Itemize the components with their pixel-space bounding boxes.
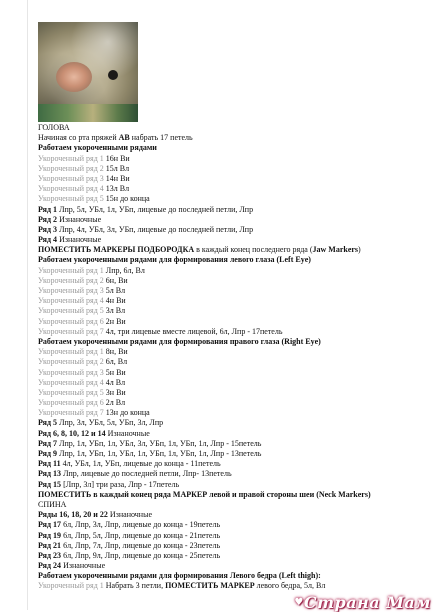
pattern-line (38, 459, 430, 469)
bold-text: Ряд 15 (38, 479, 62, 489)
pattern-line (38, 255, 430, 265)
bold-text: Ряд 13 (38, 469, 62, 479)
bold-text: Ряд 4 (38, 235, 58, 245)
bold-text: ПОМЕСТИТЬ МАРКЕРЫ ПОДБОРОДКА (38, 245, 195, 255)
pattern-line (38, 490, 430, 500)
short-row-label: Укороченный ряд 6 (38, 316, 106, 326)
pattern-line (38, 398, 430, 408)
pattern-line (38, 154, 430, 164)
short-row-label: Укороченный ряд 5 (38, 194, 106, 204)
pattern-line (38, 480, 430, 490)
pattern-line (38, 347, 430, 357)
pattern-text (38, 123, 430, 592)
pattern-line (38, 541, 430, 551)
bold-text: Работаем укороченными рядами для формирования правого глаза (Right Eye) (38, 336, 321, 346)
bold-text: Ряд 17 (38, 520, 62, 530)
short-row-label: Укороченный ряд 3 (38, 367, 106, 377)
pattern-line (38, 174, 430, 184)
bold-text: Ряд 24 (38, 561, 62, 571)
pattern-line (38, 449, 430, 459)
short-row-label: Укороченный ряд 1 (38, 265, 106, 275)
bold-text: Ряд 19 (38, 530, 62, 540)
line-text: 6л, Лпр, 3л, Лпр, лицевые до конца - 19петель (61, 520, 221, 530)
pattern-line (38, 581, 430, 591)
bold-text: Ряд 11 (38, 459, 61, 469)
line-text: 4л, УБл, 1л, УБп, лицевые до конца - 11петель (60, 459, 221, 469)
pattern-line (38, 306, 430, 316)
line-text: Изнаночные (105, 428, 150, 438)
line-text: 2л Вл (105, 398, 126, 408)
short-row-label: Укороченный ряд 1 (38, 347, 106, 357)
short-row-label: Укороченный ряд 2 (38, 163, 106, 173)
hamster-ear (56, 62, 92, 92)
line-text: Лпр, 3л, УБл, 5л, УБп, 3л, Лпр (57, 418, 164, 428)
pattern-line (38, 357, 430, 367)
line-text: 6л, Лпр, 7л, Лпр, лицевые до конца - 23петель (61, 540, 221, 550)
pattern-line (38, 551, 430, 561)
bold-text: Ряд 2 (38, 214, 58, 224)
short-row-label: Укороченный ряд 4 (38, 377, 106, 387)
pattern-line (38, 408, 430, 418)
pattern-line (38, 164, 430, 174)
pattern-line (38, 235, 430, 245)
line-text: ) (358, 245, 361, 255)
line-text: Лпр, 1л, УБп, 1л, УБл, 3л, УБп, 1л, УБп, 1л, Лпр - 15петель (57, 438, 262, 448)
line-text: Изнаночные (57, 214, 102, 224)
bold-text: ПОМЕСТИТЬ в каждый конец ряда МАРКЕР левой и правой стороны шеи (Neck Markers) (38, 489, 371, 499)
bold-text: Jaw Markers (312, 245, 359, 255)
pattern-line (38, 194, 430, 204)
line-text: 15л Вл (105, 163, 130, 173)
bold-text: Ряд 1 (38, 204, 58, 214)
pattern-line (38, 205, 430, 215)
pattern-line (38, 500, 430, 510)
pattern-line (38, 561, 430, 571)
short-row-label: Укороченный ряд 1 (38, 153, 106, 163)
pattern-line (38, 123, 430, 133)
knitted-scarf (38, 104, 138, 122)
pattern-line (38, 296, 430, 306)
watermark-text: Страна Мам (303, 592, 431, 612)
bold-text: Ряд 21 (38, 540, 62, 550)
pattern-line (38, 286, 430, 296)
pattern-line (38, 276, 430, 286)
line-text: Набрать 3 петли, (105, 581, 166, 591)
pattern-line (38, 266, 430, 276)
line-text: Изнаночные (61, 561, 106, 571)
short-row-label: Укороченный ряд 6 (38, 398, 106, 408)
line-text: 4н Ви (105, 296, 126, 306)
pattern-line (38, 133, 430, 143)
heart-icon: ♥ (294, 596, 304, 608)
line-text: набрать 17 петель (129, 133, 193, 143)
line-text: Лпр, 5л, УБл, 1л, УБп, лицевые до последней петли, Лпр (57, 204, 254, 214)
bold-text: АВ (118, 133, 130, 143)
bold-text: Ряд 3 (38, 224, 58, 234)
pattern-line (38, 378, 430, 388)
line-text: ГОЛОВА (38, 123, 70, 132)
pattern-line (38, 571, 430, 581)
pattern-line (38, 531, 430, 541)
short-row-label: Укороченный ряд 4 (38, 184, 106, 194)
pattern-line (38, 215, 430, 225)
short-row-label: Укороченный ряд 3 (38, 173, 106, 183)
line-text: 6л, Вл (105, 357, 128, 367)
line-text: Лпр, лицевые до последней петли, Лпр- 13петель (61, 469, 232, 479)
line-text: 13н до конца (105, 408, 150, 418)
line-text: 6л, Лпр, 9л, Лпр, лицевые до конца - 25петель (61, 550, 221, 560)
line-text: левого бедра, 5л, Вл (254, 581, 326, 591)
short-row-label: Укороченный ряд 7 (38, 326, 106, 336)
pattern-line (38, 184, 430, 194)
short-row-label: Укороченный ряд 7 (38, 408, 106, 418)
short-row-label: Укороченный ряд 5 (38, 306, 106, 316)
line-text: Изнаночные (57, 235, 102, 245)
bold-text: Работаем укороченными рядами для формирования Левого бедра (Left thigh): (38, 571, 321, 581)
pattern-line (38, 245, 430, 255)
short-row-label: Укороченный ряд 5 (38, 387, 106, 397)
line-text: 4л, три лицевые вместе лицевой, 6л, Лпр - 17петель (105, 326, 283, 336)
line-text: Лпр, 4л, УБл, 3л, УБп, лицевые до последней петли, Лпр (57, 224, 254, 234)
bold-text: ПОМЕСТИТЬ МАРКЕР (165, 581, 255, 591)
site-watermark (294, 592, 431, 612)
line-text: [Лпр, 3л] три раза, Лпр - 17петель (61, 479, 180, 489)
line-text: 15н до конца (105, 194, 150, 204)
bold-text: Работаем укороченными рядами (38, 143, 157, 153)
line-text: СПИНА (38, 499, 67, 509)
line-text: 5н Ви (105, 367, 126, 377)
line-text: Лпр, 6л, Вл (105, 265, 145, 275)
pattern-line (38, 520, 430, 530)
pattern-line (38, 439, 430, 449)
pattern-line (38, 429, 430, 439)
pattern-line (38, 510, 430, 520)
line-text: 16н Ви (105, 153, 130, 163)
pattern-line (38, 317, 430, 327)
pattern-line (38, 388, 430, 398)
line-text: 5л Вл (105, 286, 126, 295)
hamster-photo (38, 22, 138, 122)
bold-text: Ряд 6, 8, 10, 12 и 14 (38, 428, 106, 438)
line-text: 13л Вл (105, 184, 130, 194)
pattern-line (38, 337, 430, 347)
line-text: 6л, Лпр, 5л, Лпр, лицевые до конца - 21петель (61, 530, 221, 540)
line-text: Начиная со рта пряжей (38, 133, 119, 143)
line-text: 2н Ви (105, 316, 126, 326)
bold-text: Работаем укороченными рядами для формирования левого глаза (Left Eye) (38, 255, 311, 265)
hamster-eye (108, 70, 118, 80)
line-text: 14н Ви (105, 173, 130, 183)
line-text: Изнаночные (107, 510, 152, 520)
short-row-label: Укороченный ряд 3 (38, 286, 106, 295)
bold-text: Ряд 9 (38, 449, 58, 458)
pattern-line (38, 418, 430, 428)
line-text: 3н Ви (105, 387, 126, 397)
line-text: в каждый конец последнего ряда ( (194, 245, 313, 255)
pattern-line (38, 368, 430, 378)
pattern-line (38, 225, 430, 235)
line-text: 8н, Ви (105, 347, 128, 357)
bold-text: Ряд 5 (38, 418, 58, 428)
pattern-line (38, 327, 430, 337)
line-text: 4л Вл (105, 377, 126, 387)
bold-text: Ряды 16, 18, 20 и 22 (38, 510, 108, 520)
short-row-label: Укороченный ряд 4 (38, 296, 106, 306)
line-text: 6н, Ви (105, 275, 128, 285)
short-row-label: Укороченный ряд 2 (38, 275, 106, 285)
short-row-label: Укороченный ряд 1 (38, 581, 106, 591)
bold-text: Ряд 7 (38, 438, 58, 448)
pattern-line (38, 469, 430, 479)
line-text: 3л Вл (105, 306, 126, 316)
short-row-label: Укороченный ряд 2 (38, 357, 106, 367)
pattern-line (38, 143, 430, 153)
bold-text: Ряд 23 (38, 550, 62, 560)
line-text: Лпр, 1л, УБп, 1л, УБл, 1л, УБп, 1л, УБп, 1л, Лпр - 13петель (57, 449, 262, 458)
